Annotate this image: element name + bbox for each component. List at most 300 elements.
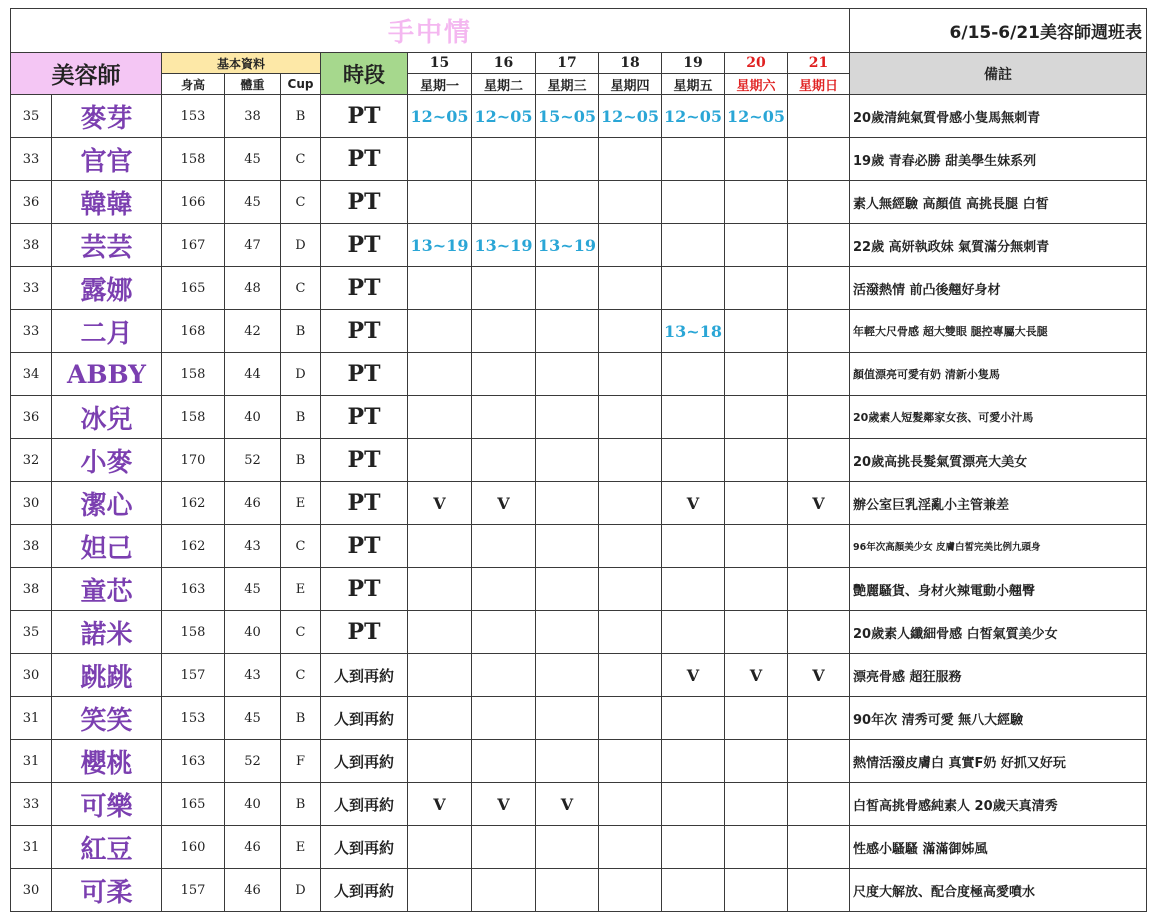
schedule-cell [599,181,662,224]
period-cell: PT [321,310,408,353]
weight-cell: 42 [225,310,281,353]
schedule-cell [725,396,788,439]
cup-cell: C [281,611,321,654]
day-date-header: 17 [536,53,599,74]
basic-info-header: 基本資料 [162,53,321,74]
schedule-cell [408,396,472,439]
day-date-header: 19 [662,53,725,74]
period-cell: PT [321,525,408,568]
schedule-cell [788,783,850,826]
schedule-cell [725,353,788,396]
stylist-name: 麥芽 [52,95,162,138]
schedule-cell [472,525,536,568]
schedule-cell [408,869,472,912]
cup-cell: E [281,826,321,869]
cup-cell: D [281,869,321,912]
stylist-row [11,138,1147,181]
age-cell: 38 [11,568,52,611]
schedule-cell [725,697,788,740]
weekday-header: 星期六 [725,74,788,95]
cup-cell: C [281,654,321,697]
schedule-cell [536,439,599,482]
stylist-row [11,439,1147,482]
schedule-cell [788,396,850,439]
age-cell: 31 [11,697,52,740]
schedule-cell: V [408,783,472,826]
period-cell: PT [321,482,408,525]
age-cell: 30 [11,869,52,912]
schedule-cell [662,267,725,310]
schedule-cell [536,310,599,353]
note-cell: 90年次 清秀可愛 無八大經驗 [850,697,1147,740]
schedule-cell: 13~18 [662,310,725,353]
cup-cell: C [281,138,321,181]
stylist-name: 可樂 [52,783,162,826]
schedule-cell [662,783,725,826]
cup-cell: D [281,353,321,396]
schedule-cell [788,568,850,611]
height-cell: 158 [162,138,225,181]
note-cell: 性感小騷騷 滿滿御姊風 [850,826,1147,869]
weight-cell: 46 [225,869,281,912]
schedule-cell [599,826,662,869]
schedule-cell [788,439,850,482]
schedule-cell [788,353,850,396]
schedule-cell: V [788,654,850,697]
schedule-cell [662,697,725,740]
schedule-cell [662,396,725,439]
weekday-header: 星期三 [536,74,599,95]
schedule-cell: V [788,482,850,525]
stylist-name: 韓韓 [52,181,162,224]
stylist-name: 紅豆 [52,826,162,869]
brand-text: 手中情 [387,18,472,48]
schedule-cell: V [408,482,472,525]
header-row-1 [11,53,1147,74]
height-cell: 162 [162,525,225,568]
weekday-header: 星期五 [662,74,725,95]
weight-cell: 44 [225,353,281,396]
stylist-name: 小麥 [52,439,162,482]
period-cell: PT [321,181,408,224]
schedule-cell: V [472,482,536,525]
stylist-header: 美容師 [11,53,162,95]
period-cell: 人到再約 [321,740,408,783]
schedule-cell [408,826,472,869]
schedule-cell [472,611,536,654]
schedule-cell [599,310,662,353]
weekday-header: 星期二 [472,74,536,95]
period-cell: PT [321,95,408,138]
schedule-cell [725,783,788,826]
schedule-cell [408,740,472,783]
schedule-cell [408,310,472,353]
height-cell: 157 [162,654,225,697]
schedule-cell [599,396,662,439]
schedule-cell [662,826,725,869]
schedule-cell [536,396,599,439]
schedule-cell [536,181,599,224]
schedule-cell [725,138,788,181]
cup-cell: C [281,181,321,224]
cup-cell: C [281,525,321,568]
schedule-cell [408,525,472,568]
note-cell: 20歲素人短髮鄰家女孩、可愛小汁馬 [850,396,1147,439]
schedule-cell [788,224,850,267]
height-cell: 163 [162,568,225,611]
schedule-cell [536,697,599,740]
schedule-cell [472,654,536,697]
schedule-cell: V [536,783,599,826]
schedule-cell [536,353,599,396]
schedule-cell [472,267,536,310]
cup-cell: E [281,568,321,611]
schedule-cell [599,525,662,568]
height-cell: 153 [162,95,225,138]
schedule-cell [536,740,599,783]
stylist-name: 冰兒 [52,396,162,439]
age-cell: 35 [11,611,52,654]
schedule-cell [472,869,536,912]
schedule-cell [725,181,788,224]
schedule-cell: V [662,654,725,697]
weight-cell: 45 [225,697,281,740]
schedule-cell [536,654,599,697]
weight-cell: 45 [225,568,281,611]
schedule-cell [662,439,725,482]
schedule-cell [599,740,662,783]
stylist-row [11,654,1147,697]
note-cell: 白皙高挑骨感純素人 20歲天真清秀 [850,783,1147,826]
stylist-name: 官官 [52,138,162,181]
schedule-cell [408,439,472,482]
schedule-cell [536,611,599,654]
stylist-row [11,740,1147,783]
age-cell: 35 [11,95,52,138]
stylist-row [11,611,1147,654]
height-cell: 153 [162,697,225,740]
schedule-cell: 12~05 [599,95,662,138]
stylist-name: 二月 [52,310,162,353]
schedule-cell [408,267,472,310]
age-cell: 32 [11,439,52,482]
stylist-name: 妲己 [52,525,162,568]
note-cell: 素人無經驗 高顏值 高挑長腿 白皙 [850,181,1147,224]
schedule-cell [788,181,850,224]
height-cell: 162 [162,482,225,525]
cup-cell: F [281,740,321,783]
schedule-cell [472,740,536,783]
schedule-cell [788,740,850,783]
note-cell: 漂亮骨感 超狂服務 [850,654,1147,697]
cup-header: Cup [281,74,321,95]
stylist-name: 諾米 [52,611,162,654]
height-cell: 166 [162,181,225,224]
cup-cell: B [281,783,321,826]
stylist-name: 童芯 [52,568,162,611]
schedule-cell [662,181,725,224]
stylist-name: ABBY [52,353,162,396]
weight-cell: 45 [225,181,281,224]
schedule-cell [536,826,599,869]
age-cell: 33 [11,267,52,310]
schedule-cell [788,525,850,568]
weight-cell: 48 [225,267,281,310]
day-date-header: 18 [599,53,662,74]
age-cell: 33 [11,138,52,181]
schedule-cell [725,310,788,353]
schedule-cell [408,697,472,740]
note-cell: 尺度大解放、配合度極高愛噴水 [850,869,1147,912]
note-cell: 20歲高挑長髮氣質漂亮大美女 [850,439,1147,482]
period-cell: 人到再約 [321,826,408,869]
schedule-cell [536,267,599,310]
schedule-cell [725,439,788,482]
schedule-cell [472,826,536,869]
schedule-cell: 12~05 [662,95,725,138]
weight-cell: 40 [225,396,281,439]
stylist-row [11,869,1147,912]
schedule-cell [725,826,788,869]
period-cell: PT [321,224,408,267]
schedule-cell [725,482,788,525]
schedule-cell: 12~05 [472,95,536,138]
stylist-row [11,181,1147,224]
schedule-cell [725,267,788,310]
schedule-cell [599,267,662,310]
schedule-cell [788,95,850,138]
weekday-header: 星期一 [408,74,472,95]
schedule-cell [408,353,472,396]
schedule-cell [662,740,725,783]
day-date-header: 16 [472,53,536,74]
height-cell: 168 [162,310,225,353]
schedule-cell [599,353,662,396]
stylist-row [11,826,1147,869]
schedule-cell [599,869,662,912]
stylist-row [11,568,1147,611]
note-cell: 96年次高顏美少女 皮膚白皙完美比例九頭身 [850,525,1147,568]
schedule-cell [725,224,788,267]
weight-cell: 38 [225,95,281,138]
period-cell: PT [321,568,408,611]
stylist-name: 芸芸 [52,224,162,267]
schedule-cell [725,568,788,611]
schedule-cell [662,224,725,267]
height-cell: 165 [162,783,225,826]
stylist-name: 笑笑 [52,697,162,740]
height-cell: 158 [162,611,225,654]
schedule-cell [788,310,850,353]
height-cell: 158 [162,353,225,396]
note-cell: 艷麗騷貨、身材火辣電動小翹臀 [850,568,1147,611]
stylist-row [11,95,1147,138]
stylist-row [11,783,1147,826]
stylist-name: 露娜 [52,267,162,310]
schedule-cell: 12~05 [725,95,788,138]
period-cell: 人到再約 [321,697,408,740]
period-cell: 人到再約 [321,783,408,826]
stylist-row [11,353,1147,396]
stylist-row [11,267,1147,310]
schedule-cell [408,654,472,697]
age-cell: 31 [11,740,52,783]
note-cell: 年輕大尺骨感 超大雙眼 腿控專屬大長腿 [850,310,1147,353]
period-cell: PT [321,611,408,654]
schedule-cell: 12~05 [408,95,472,138]
schedule-cell [472,310,536,353]
schedule-cell [725,611,788,654]
cup-cell: B [281,310,321,353]
schedule-cell [472,396,536,439]
weight-cell: 47 [225,224,281,267]
schedule-cell [472,353,536,396]
note-cell: 22歲 高妍執政妹 氣質滿分無刺青 [850,224,1147,267]
stylist-name: 跳跳 [52,654,162,697]
cup-cell: C [281,267,321,310]
height-cell: 158 [162,396,225,439]
weight-cell: 43 [225,654,281,697]
title-row [11,9,1147,53]
schedule-cell [599,224,662,267]
schedule-cell: 13~19 [408,224,472,267]
day-date-header: 15 [408,53,472,74]
age-cell: 36 [11,396,52,439]
schedule-cell [599,439,662,482]
weight-cell: 43 [225,525,281,568]
stylist-row [11,224,1147,267]
schedule-cell [662,568,725,611]
schedule-cell [662,525,725,568]
age-cell: 34 [11,353,52,396]
period-cell: PT [321,439,408,482]
weight-cell: 46 [225,826,281,869]
schedule-cell: V [472,783,536,826]
period-cell: PT [321,353,408,396]
schedule-cell [788,138,850,181]
stylist-row [11,396,1147,439]
height-cell: 167 [162,224,225,267]
period-header: 時段 [321,53,408,95]
schedule-cell: 13~19 [536,224,599,267]
schedule-cell [536,568,599,611]
height-cell: 157 [162,869,225,912]
weight-cell: 45 [225,138,281,181]
schedule-cell: 15~05 [536,95,599,138]
stylist-name: 可柔 [52,869,162,912]
schedule-cell [599,482,662,525]
schedule-cell [599,697,662,740]
schedule-cell [472,568,536,611]
note-cell: 活潑熱情 前凸後翹好身材 [850,267,1147,310]
schedule-cell [725,869,788,912]
age-cell: 38 [11,525,52,568]
schedule-cell: 13~19 [472,224,536,267]
weekday-header: 星期日 [788,74,850,95]
schedule-cell [662,869,725,912]
age-cell: 38 [11,224,52,267]
weight-header: 體重 [225,74,281,95]
schedule-cell [408,138,472,181]
schedule-cell [788,826,850,869]
weight-cell: 52 [225,439,281,482]
schedule-cell [599,568,662,611]
note-cell: 熱情活潑皮膚白 真實F奶 好抓又好玩 [850,740,1147,783]
week-range: 6/15-6/21美容師週班表 [850,9,1147,53]
cup-cell: E [281,482,321,525]
schedule-cell [662,353,725,396]
schedule-cell [472,181,536,224]
height-cell: 170 [162,439,225,482]
age-cell: 30 [11,654,52,697]
period-cell: 人到再約 [321,654,408,697]
age-cell: 31 [11,826,52,869]
schedule-cell [788,697,850,740]
schedule-cell [408,611,472,654]
period-cell: PT [321,396,408,439]
schedule-cell: V [725,654,788,697]
schedule-cell [599,138,662,181]
schedule-cell [599,654,662,697]
height-cell: 165 [162,267,225,310]
schedule-cell [662,611,725,654]
height-cell: 163 [162,740,225,783]
stylist-name: 櫻桃 [52,740,162,783]
period-cell: 人到再約 [321,869,408,912]
day-date-header: 20 [725,53,788,74]
schedule-cell [725,740,788,783]
weight-cell: 46 [225,482,281,525]
cup-cell: B [281,95,321,138]
height-header: 身高 [162,74,225,95]
stylist-row [11,482,1147,525]
schedule-table [10,8,1147,912]
weight-cell: 52 [225,740,281,783]
weight-cell: 40 [225,611,281,654]
schedule-cell [472,697,536,740]
cup-cell: D [281,224,321,267]
schedule-cell [599,611,662,654]
schedule-cell [788,869,850,912]
note-cell: 20歲素人纖細骨感 白皙氣質美少女 [850,611,1147,654]
age-cell: 33 [11,783,52,826]
cup-cell: B [281,396,321,439]
note-cell: 20歲清純氣質骨感小隻馬無刺青 [850,95,1147,138]
period-cell: PT [321,138,408,181]
schedule-cell [788,611,850,654]
stylist-row [11,697,1147,740]
height-cell: 160 [162,826,225,869]
cup-cell: B [281,439,321,482]
schedule-cell [408,568,472,611]
brand-title [11,9,850,53]
schedule-cell: V [662,482,725,525]
schedule-cell [536,482,599,525]
schedule-cell [536,869,599,912]
age-cell: 30 [11,482,52,525]
period-cell: PT [321,267,408,310]
age-cell: 33 [11,310,52,353]
weekday-header: 星期四 [599,74,662,95]
schedule-cell [472,439,536,482]
schedule-cell [472,138,536,181]
schedule-cell [599,783,662,826]
note-cell: 19歲 青春必勝 甜美學生妹系列 [850,138,1147,181]
cup-cell: B [281,697,321,740]
stylist-row [11,525,1147,568]
schedule-cell [536,138,599,181]
schedule-cell [662,138,725,181]
